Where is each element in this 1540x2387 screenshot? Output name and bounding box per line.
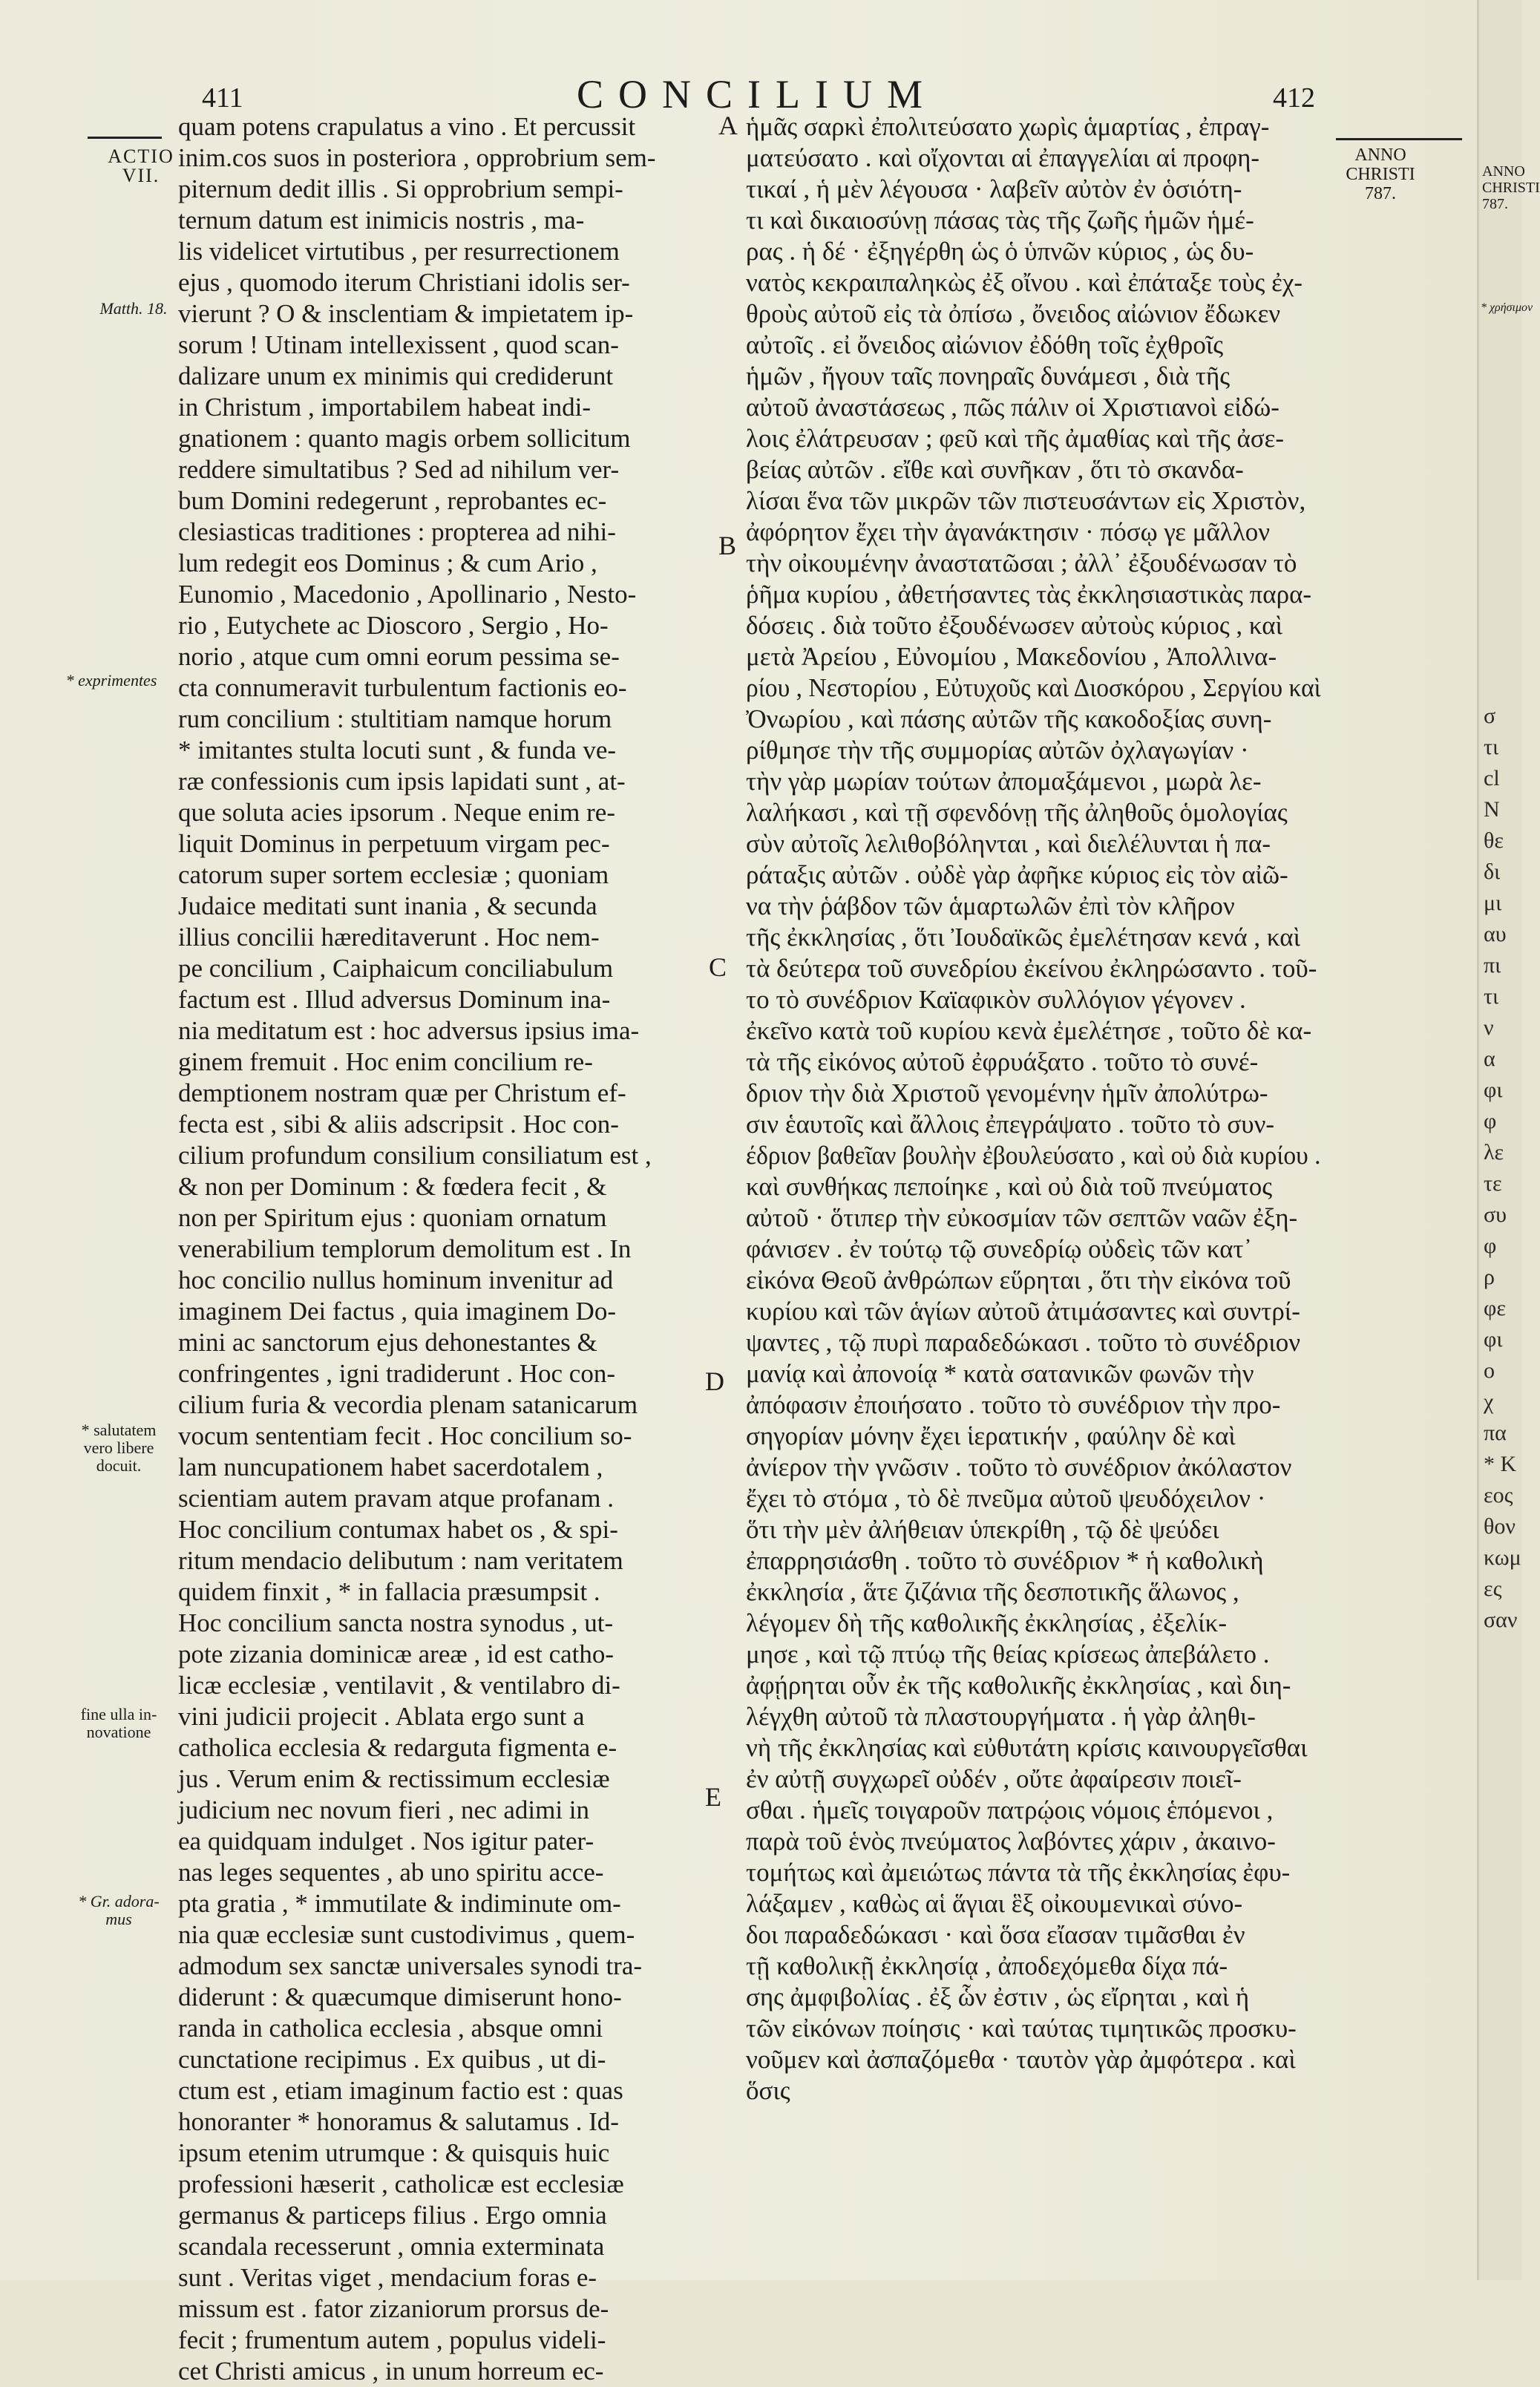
- greek-text-line: βείας αὐτῶν . εἴθε καὶ συνῆκαν , ὅτι τὸ σκανδα-: [746, 455, 1244, 484]
- greek-text-line: ρίου , Νεστορίου , Εὐτυχοῦς καὶ Διοσκόρου , Σεργίου καὶ: [746, 673, 1321, 702]
- next-page-text-line: τε: [1484, 1171, 1502, 1196]
- latin-text-line: professioni hæserit , catholicæ est ecclesiæ: [178, 2170, 624, 2198]
- greek-text-line: τικαί , ἡ μὲν λέγουσα · λαβεῖν αὐτὸν ἐν ὁσιότη-: [746, 174, 1242, 203]
- section-letter-e: E: [705, 1782, 721, 1812]
- latin-text-line: factum est . Illud adversus Dominum ina-: [178, 985, 611, 1014]
- greek-text-line: ἐπαρρησιάσθη . τοῦτο τὸ συνέδριον * ἡ καθολικὴ: [746, 1546, 1264, 1575]
- latin-text-line: reddere simultatibus ? Sed ad nihilum ver-: [178, 455, 620, 484]
- greek-text-line: ἡμῶν , ἤγουν ταῖς πονηραῖς δυνάμεσι , διὰ τῆς: [746, 361, 1231, 390]
- latin-text-line: Hoc concilium contumax habet os , & spi-: [178, 1515, 618, 1544]
- latin-text-line: venerabilium templorum demolitum est . In: [178, 1234, 632, 1263]
- next-page-text-line: * Κ: [1484, 1452, 1517, 1476]
- next-page-text-fragment: [1479, 315, 1522, 1636]
- greek-text-line: τὴν οἰκουμένην ἀναστατῶσαι ; ἀλλ᾽ ἐξουδένωσαν τὸ: [746, 549, 1297, 577]
- greek-text-line: ἀνίερον τὴν γνῶσιν . τοῦτο τὸ συνέδριον ἀκόλαστον: [746, 1453, 1292, 1481]
- greek-text-line: δοι παραδεδώκασι · καὶ ὅσα εἴασαν τιμᾶσθαι ἐν: [746, 1920, 1245, 1949]
- latin-text-line: imaginem Dei factus , quia imaginem Do-: [178, 1297, 616, 1326]
- latin-text-line: licæ ecclesiæ , ventilavit , & ventilabro di-: [178, 1671, 620, 1700]
- latin-text-line: missum est . fator zizaniorum prorsus de-: [178, 2294, 609, 2323]
- next-page-text-line: ρ: [1484, 1265, 1495, 1289]
- section-letter-d: D: [705, 1366, 724, 1396]
- latin-text-line: ea quidquam indulget . Nos igitur pater-: [178, 1827, 594, 1856]
- greek-text-line: ἡμᾶς σαρκὶ ἐπολιτεύσατο χωρὶς ἁμαρτίας , ἐπραγ-: [746, 112, 1270, 141]
- latin-text-line: Eunomio , Macedonio , Apollinario , Nesto-: [178, 580, 637, 609]
- margin-note-matth: Matth. 18.: [99, 299, 168, 318]
- section-letter-b: B: [718, 531, 737, 560]
- latin-text-line: Hoc concilium sancta nostra synodus , ut-: [178, 1608, 614, 1637]
- latin-text-line: quam potens crapulatus a vino . Et percussit: [178, 112, 636, 141]
- latin-text-line: pe concilium , Caiphaicum conciliabulum: [178, 954, 614, 983]
- greek-text-line: λίσαι ἕνα τῶν μικρῶν τῶν πιστευσάντων εἰς Χριστὸν,: [746, 486, 1306, 515]
- latin-text-line: in Christum , importabilem habeat indi-: [178, 393, 592, 422]
- greek-text-line: λέγχθη αὐτοῦ τὰ πλαστουργήματα . ἡ γὰρ ἀληθι-: [746, 1702, 1256, 1731]
- latin-text-line: fecta est , sibi & aliis adscripsit . Hoc con-: [178, 1110, 619, 1139]
- greek-text-line: ἐν αὐτῇ συγχωρεῖ οὐδέν , οὔτε ἀφαίρεσιν ποιεῖ-: [746, 1764, 1242, 1793]
- next-page-text-line: μι: [1484, 891, 1502, 915]
- left-page-number: 411: [202, 82, 243, 114]
- next-page-text-line: θε: [1484, 828, 1504, 853]
- next-page-text-line: σ: [1484, 704, 1496, 728]
- latin-text-line: quidem finxit , * in fallacia præsumpsit .: [178, 1577, 600, 1606]
- greek-text-line: ὅτι τὴν μὲν ἀλήθειαν ὑπεκρίθη , τῷ δὲ ψεύδει: [746, 1515, 1219, 1544]
- next-page-text-line: φε: [1484, 1296, 1506, 1320]
- latin-text-line: & non per Dominum : & fœdera fecit , &: [178, 1172, 607, 1201]
- next-page-running-head: ANNO CHRISTI 787.: [1482, 163, 1540, 212]
- latin-text-line: judicium nec novum fieri , nec adimi in: [178, 1795, 590, 1824]
- latin-text-line: ejus , quomodo iterum Christiani idolis ser-: [178, 268, 630, 297]
- next-page-text-line: cl: [1484, 766, 1500, 790]
- latin-text-line: liquit Dominus in perpetuum virgam pec-: [178, 829, 610, 858]
- latin-text-line: gnationem : quanto magis orbem sollicitum: [178, 424, 631, 453]
- margin-note-exprimentes: * exprimentes: [65, 671, 157, 690]
- greek-text-column: [746, 111, 1321, 2106]
- latin-text-line: diderunt : & quæcumque dimiserunt hono-: [178, 1982, 622, 2011]
- greek-text-line: καὶ συνθήκας πεποίηκε , καὶ οὐ διὰ τοῦ πνεύματος: [746, 1172, 1273, 1201]
- greek-text-line: έδριον βαθεῖαν βουλὴν ἐβουλεύσατο , καὶ οὐ διὰ κυρίου .: [746, 1141, 1321, 1170]
- margin-note-salutatem: * salutatem vero libere docuit.: [81, 1421, 157, 1475]
- greek-text-line: το τὸ συνέδριον Καϊαφικὸν συλλόγιον γέγονεν .: [746, 985, 1246, 1014]
- greek-text-line: ἀπόφασιν ἐποιήσατο . τοῦτο τὸ συνέδριον τὴν προ-: [746, 1390, 1281, 1419]
- latin-text-line: nia meditatum est : hoc adversus ipsius ima-: [178, 1016, 640, 1045]
- greek-text-line: σὺν αὐτοῖς λελιθοβόληνται , καὶ διελέλυνται ἡ πα-: [746, 829, 1271, 858]
- actio-label: ACTIO VII.: [108, 145, 174, 186]
- next-page-text-line: φ: [1484, 1109, 1497, 1133]
- next-page-text-line: χ: [1484, 1389, 1494, 1414]
- next-page-text-line: ν: [1484, 1015, 1494, 1040]
- next-page-marginal-note: * χρήσιμον: [1481, 301, 1533, 314]
- greek-text-line: αὐτοῖς . εἰ ὄνειδος αἰώνιον ἐδόθη τοῖς ἐχθροῖς: [746, 330, 1224, 359]
- latin-text-line: catholica ecclesia & redarguta figmenta e-: [178, 1733, 617, 1762]
- greek-text-line: αὐτοῦ ἀναστάσεως , πῶς πάλιν οἱ Χριστιανοὶ εἰδώ-: [746, 393, 1279, 422]
- greek-text-line: νατὸς κεκραιπαληκὼς ἐξ οἴνου . καὶ ἐπάταξε τοὺς ἐχ-: [746, 268, 1303, 297]
- latin-text-line: honoranter * honoramus & salutamus . Id-: [178, 2107, 619, 2136]
- greek-text-line: λοις ἐλάτρευσαν ; φεῦ καὶ τῆς ἀμαθίας καὶ τῆς ἀσε-: [746, 424, 1285, 453]
- greek-text-line: σηγορίαν μόνην ἔχει ἱερατικήν , φαύλην δὲ καὶ: [746, 1421, 1236, 1450]
- latin-text-line: admodum sex sanctæ universales synodi tra-: [178, 1951, 643, 1980]
- latin-text-column: [178, 111, 698, 2387]
- greek-text-line: ἀφόρητον ἔχει τὴν ἀγανάκτησιν · πόσῳ γε μᾶλλον: [746, 517, 1271, 546]
- greek-text-line: νοῦμεν καὶ ἀσπαζόμεθα · ταυτὸν γὰρ ἀμφότερα . καὶ: [746, 2045, 1296, 2074]
- greek-text-line: σης ἀμφιβολίας . ἐξ ὧν ἐστιν , ὡς εἴρηται , καὶ ἡ: [746, 1982, 1250, 2011]
- latin-text-line: ternum datum est inimicis nostris , ma-: [178, 206, 585, 235]
- greek-text-line: παρὰ τοῦ ἑνὸς πνεύματος λαβόντες χάριν , ἀκαινο-: [746, 1827, 1276, 1856]
- latin-text-line: jus . Verum enim & rectissimum ecclesiæ: [178, 1764, 610, 1793]
- next-page-text-line: ες: [1484, 1576, 1502, 1601]
- latin-text-line: rio , Eutychete ac Dioscoro , Sergio , Ho-: [178, 611, 609, 640]
- latin-text-line: demptionem nostram quæ per Christum ef-: [178, 1078, 626, 1107]
- latin-text-line: cunctatione recipimus . Ex quibus , ut di-: [178, 2045, 606, 2074]
- next-page-text-line: δι: [1484, 859, 1501, 884]
- latin-text-line: catorum super sortem ecclesiæ ; quoniam: [178, 860, 609, 889]
- next-page-text-line: φι: [1484, 1078, 1503, 1102]
- latin-text-line: piternum dedit illis . Si opprobrium sempi-: [178, 174, 623, 203]
- latin-text-line: inim.cos suos in posteriora , opprobrium sem-: [178, 143, 656, 172]
- greek-text-line: ματεύσατο . καὶ οἴχονται αἱ ἐπαγγελίαι αἱ προφη-: [746, 143, 1260, 172]
- latin-text-line: bum Domini redegerunt , reprobantes ec-: [178, 486, 607, 515]
- next-page-text-line: εος: [1484, 1483, 1513, 1507]
- latin-text-line: randa in catholica ecclesia , absque omni: [178, 2014, 603, 2043]
- greek-text-line: ἔχει τὸ στόμα , τὸ δὲ πνεῦμα αὐτοῦ ψευδόχειλον ·: [746, 1484, 1266, 1513]
- greek-text-line: ἀφῄρηται οὖν ἐκ τῆς καθολικῆς ἐκκλησίας , καὶ διη-: [746, 1671, 1291, 1700]
- section-letter-c: C: [709, 952, 727, 982]
- greek-text-line: φάνισεν . ἐν τούτῳ τῷ συνεδρίῳ οὐδεὶς τῶν κατ᾽: [746, 1234, 1253, 1263]
- next-page-text-line: τι: [1484, 984, 1499, 1009]
- latin-text-line: non per Spiritum ejus : quoniam ornatum: [178, 1203, 607, 1232]
- greek-text-line: Ὀνωρίου , καὶ πάσης αὐτῶν τῆς κακοδοξίας συνη-: [746, 704, 1272, 733]
- latin-text-line: confringentes , igni tradiderunt . Hoc con-: [178, 1359, 615, 1388]
- page-title: CONCILIUM: [577, 72, 937, 117]
- latin-text-line: sorum ! Utinam intellexissent , quod scan-: [178, 330, 619, 359]
- greek-text-line: ρας . ἡ δέ · ἐξηγέρθη ὡς ὁ ὑπνῶν κύριος , ὡς δυ-: [746, 237, 1254, 266]
- next-page-text-line: λε: [1484, 1140, 1504, 1165]
- latin-text-line: ipsum etenim utrumque : & quisquis huic: [178, 2138, 610, 2167]
- next-page-edge: [1477, 0, 1540, 2280]
- greek-text-line: αὐτοῦ · ὅτιπερ τὴν εὐκοσμίαν τῶν σεπτῶν ναῶν ἐξη-: [746, 1203, 1298, 1232]
- latin-text-line: clesiasticas traditiones : propterea ad nihi-: [178, 517, 616, 546]
- latin-text-line: vini judicii projecit . Ablata ergo sunt a: [178, 1702, 585, 1731]
- greek-text-line: δόσεις . διὰ τοῦτο ἐξουδένωσεν αὐτοὺς κύριος , καὶ: [746, 611, 1283, 640]
- latin-text-line: sunt . Veritas viget , mendacium foras e-: [178, 2263, 597, 2292]
- greek-text-line: μανίᾳ καὶ ἀπονοίᾳ * κατὰ σατανικῶν φωνῶν τὴν: [746, 1359, 1254, 1388]
- header-rule-right: [1336, 138, 1462, 140]
- next-page-text-line: ο: [1484, 1358, 1495, 1383]
- latin-text-line: cta connumeravit turbulentum factionis eo-: [178, 673, 627, 702]
- margin-note-fine: fine ulla in- novatione: [80, 1705, 157, 1741]
- next-page-text-line: θον: [1484, 1514, 1516, 1539]
- greek-text-line: λάξαμεν , καθὼς αἱ ἅγιαι ἓξ οἰκουμενικαὶ σύνο-: [746, 1889, 1243, 1918]
- greek-text-line: σθαι . ἡμεῖς τοιγαροῦν πατρῴοις νόμοις ἑπόμενοι ,: [746, 1795, 1274, 1824]
- latin-text-line: Judaice meditati sunt inania , & secunda: [178, 891, 597, 920]
- greek-text-line: κυρίου καὶ τῶν ἁγίων αὐτοῦ ἀτιμάσαντες καὶ συντρί-: [746, 1297, 1300, 1326]
- greek-text-line: θροὺς αὐτοῦ εἰς τὰ ὀπίσω , ὄνειδος αἰώνιον ἔδωκεν: [746, 299, 1281, 328]
- greek-text-line: ράταξις αὐτῶν . οὐδὲ γὰρ ἀφῆκε κύριος εἰς τὸν αἰῶ-: [746, 860, 1288, 889]
- next-page-text-line: πα: [1484, 1421, 1507, 1445]
- latin-text-line: rum concilium : stultitiam namque horum: [178, 704, 612, 733]
- greek-text-line: ἐκκλησία , ἅτε ζιζάνια τῆς δεσποτικῆς ἅλωνος ,: [746, 1577, 1239, 1606]
- greek-text-line: ψαντες , τῷ πυρὶ παραδεδώκασι . τοῦτο τὸ συνέδριον: [746, 1328, 1301, 1357]
- latin-text-line: nia quæ ecclesiæ sunt custodivimus , quem-: [178, 1920, 635, 1949]
- latin-text-line: dalizare unum ex minimis qui crediderunt: [178, 361, 614, 390]
- latin-text-line: lis videlicet virtutibus , per resurrectionem: [178, 237, 620, 266]
- next-page-text-line: κωμ: [1484, 1545, 1521, 1570]
- latin-text-line: cet Christi amicus , in unum horreum ec-: [178, 2357, 604, 2386]
- next-page-text-line: N: [1484, 797, 1500, 822]
- latin-text-line: ritum mendacio delibutum : nam veritatem: [178, 1546, 623, 1575]
- section-letter-a: A: [718, 111, 738, 140]
- margin-note-gr: * Gr. adora- mus: [78, 1892, 160, 1928]
- greek-text-line: λέγομεν δὴ τῆς καθολικῆς ἐκκλησίας , ἐξελίκ-: [746, 1608, 1227, 1637]
- latin-text-line: cilium profundum consilium consiliatum est ,: [178, 1141, 652, 1170]
- latin-text-line: nas leges sequentes , ab uno spiritu acce-: [178, 1858, 604, 1887]
- right-page-number: 412: [1273, 82, 1315, 114]
- greek-text-line: μησε , καὶ τῷ πτύῳ τῆς θείας κρίσεως ἀπεβάλετο .: [746, 1640, 1270, 1669]
- greek-text-line: νὴ τῆς ἐκκλησίας καὶ εὐθυτάτη κρίσις καινουργεῖσθαι: [746, 1733, 1308, 1762]
- latin-text-line: pta gratia , * immutilate & indiminute om-: [178, 1889, 621, 1918]
- greek-text-line: ῥῆμα κυρίου , ἀθετήσαντες τὰς ἐκκλησιαστικὰς παρα-: [746, 580, 1312, 609]
- latin-text-line: ræ confessionis cum ipsis lapidati sunt , at-: [178, 767, 626, 796]
- latin-text-line: germanus & particeps filius . Ergo omnia: [178, 2201, 607, 2230]
- running-header: [0, 71, 1477, 116]
- next-page-text-line: τι: [1484, 735, 1499, 759]
- latin-text-line: hoc concilio nullus hominum invenitur ad: [178, 1265, 614, 1294]
- greek-text-line: τῆς ἐκκλησίας , ὅτι Ἰουδαϊκῶς ἐμελέτησαν κενά , καὶ: [746, 923, 1300, 952]
- next-page-text-line: φι: [1484, 1327, 1503, 1352]
- header-rule-left: [88, 137, 162, 139]
- latin-text-line: * imitantes stulta locuti sunt , & funda ve-: [178, 736, 617, 764]
- next-page-text-line: α: [1484, 1047, 1495, 1071]
- next-page-text-line: αυ: [1484, 922, 1507, 946]
- greek-text-line: τῇ καθολικῇ ἐκκλησίᾳ , ἀποδεχόμεθα δίχα πά-: [746, 1951, 1228, 1980]
- latin-text-line: que soluta acies ipsorum . Neque enim re-: [178, 798, 615, 827]
- greek-text-line: δριον τὴν διὰ Χριστοῦ γενομένην ἡμῖν ἀπολύτρω-: [746, 1078, 1268, 1107]
- next-page-text-line: συ: [1484, 1202, 1507, 1227]
- next-page-text-line: φ: [1484, 1234, 1497, 1258]
- greek-text-line: ρίθμησε τὴν τῆς συμμορίας αὐτῶν ὀχλαγωγίαν ·: [746, 736, 1249, 764]
- greek-text-line: ὅσις: [746, 2076, 790, 2105]
- latin-text-line: ctum est , etiam imaginum factio est : quas: [178, 2076, 623, 2105]
- greek-text-line: τομήτως καὶ ἀμειώτως πάντα τὰ τῆς ἐκκλησίας ἐφυ-: [746, 1858, 1291, 1887]
- greek-text-line: ἐκεῖνο κατὰ τοῦ κυρίου κενὰ ἐμελέτησε , τοῦτο δὲ κα-: [746, 1016, 1312, 1045]
- greek-text-line: σιν ἑαυτοῖς καὶ ἄλλοις ἐπεγράψατο . τοῦτο τὸ συν-: [746, 1110, 1275, 1139]
- latin-text-line: ginem fremuit . Hoc enim concilium re-: [178, 1047, 593, 1076]
- next-page-text-line: πι: [1484, 953, 1501, 978]
- greek-text-line: λαλήκασι , καὶ τῇ σφενδόνῃ τῆς ἀληθοῦς ὁμολογίας: [746, 798, 1288, 827]
- latin-text-line: cilium furia & vecordia plenam satanicarum: [178, 1390, 638, 1419]
- greek-text-line: τῶν εἰκόνων ποίησις · καὶ ταύτας τιμητικῶς προσκυ-: [746, 2014, 1297, 2043]
- greek-text-line: τι καὶ δικαιοσύνῃ πάσας τὰς τῆς ζωῆς ἡμῶν ἡμέ-: [746, 206, 1254, 235]
- greek-text-line: τὰ τῆς εἰκόνος αὐτοῦ ἐφρυάξατο . τοῦτο τὸ συνέ-: [746, 1047, 1259, 1076]
- latin-text-line: norio , atque cum omni eorum pessima se-: [178, 642, 620, 671]
- greek-text-line: να τὴν ῥάβδον τῶν ἁμαρτωλῶν ἐπὶ τὸν κλῆρον: [746, 891, 1235, 920]
- latin-text-line: scandala recesserunt , omnia exterminata: [178, 2232, 605, 2261]
- greek-text-line: τὰ δεύτερα τοῦ συνεδρίου ἐκείνου ἐκληρώσαντο . τοῦ-: [746, 954, 1317, 983]
- anno-christi-label: ANNO CHRISTI 787.: [1346, 145, 1415, 203]
- latin-text-line: lum redegit eos Dominus ; & cum Ario ,: [178, 549, 597, 577]
- greek-text-line: μετὰ Ἀρείου , Εὐνομίου , Μακεδονίου , Ἀπολλινα-: [746, 642, 1277, 671]
- latin-text-line: illius concilii hæreditaverunt . Hoc nem-: [178, 923, 600, 952]
- latin-text-line: vocum sententiam fecit . Hoc concilium so-: [178, 1421, 632, 1450]
- latin-text-line: fecit ; frumentum autem , populus videli-: [178, 2325, 606, 2354]
- latin-text-line: pote zizania dominicæ areæ , id est catho-: [178, 1640, 615, 1669]
- latin-text-line: mini ac sanctorum ejus dehonestantes &: [178, 1328, 597, 1357]
- next-page-text-line: σαν: [1484, 1608, 1518, 1632]
- greek-text-line: τὴν γὰρ μωρίαν τούτων ἀπομαξάμενοι , μωρὰ λε-: [746, 767, 1262, 796]
- latin-text-line: scientiam autem pravam atque profanam .: [178, 1484, 614, 1513]
- greek-text-line: εἰκόνα Θεοῦ ἀνθρώπων εὕρηται , ὅτι τὴν εἰκόνα τοῦ: [746, 1265, 1291, 1294]
- latin-text-line: vierunt ? O & insclentiam & impietatem ip-: [178, 299, 634, 328]
- latin-text-line: lam nuncupationem habet sacerdotalem ,: [178, 1453, 603, 1481]
